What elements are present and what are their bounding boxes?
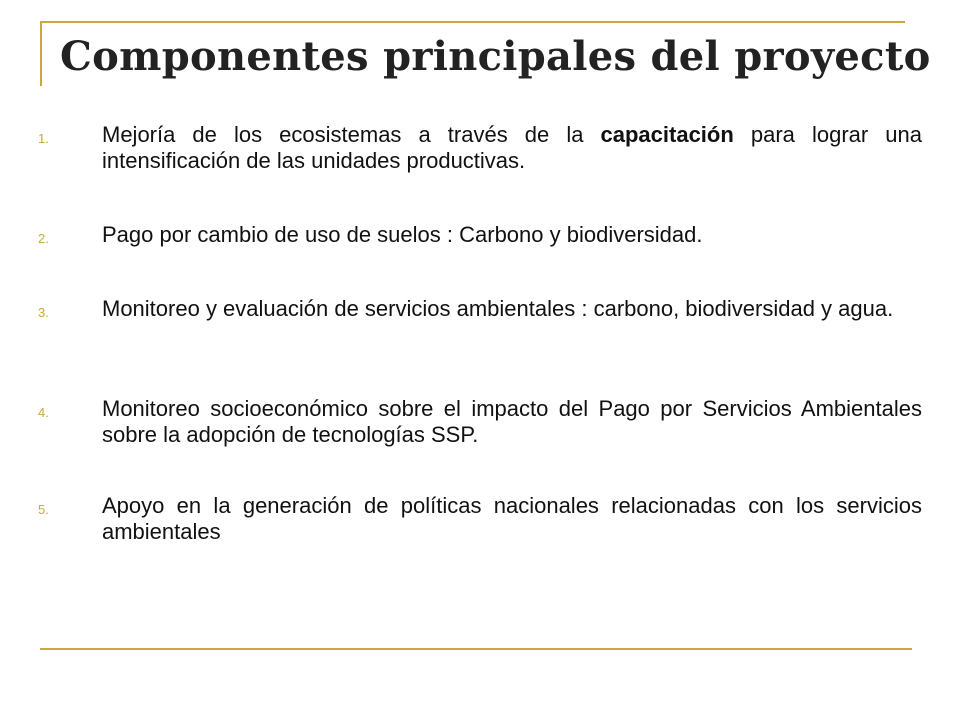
list-item-number: 1. <box>38 131 49 146</box>
list-item <box>38 493 922 545</box>
list-item <box>38 296 922 322</box>
list-item-text: Monitoreo socioeconómico sobre el impacto del Pago por Servicios Ambientales sobre la adopción de tecnologías SSP. <box>102 396 922 447</box>
list-item-text-end: para lograr una intensificación de las unidades productivas. <box>102 122 922 173</box>
list-item <box>38 396 922 448</box>
frame-bottom-rule <box>40 648 912 650</box>
list-item-number: 2. <box>38 231 49 246</box>
list-item-text: Pago por cambio de uso de suelos : Carbono y biodiversidad. <box>102 222 703 247</box>
list-item <box>38 122 922 174</box>
list-item-text <box>102 122 922 174</box>
list-item-number: 3. <box>38 305 49 320</box>
list-item-text: Monitoreo y evaluación de servicios ambientales : carbono, biodiversidad y agua. <box>102 296 894 321</box>
frame-left-rule <box>40 21 42 86</box>
list-item <box>38 222 922 248</box>
frame-top-rule <box>40 21 905 23</box>
list-item-text-start: Mejoría de los ecosistemas a través de la <box>102 122 601 147</box>
slide-title: Componentes principales del proyecto <box>60 33 931 80</box>
list-item-bold-term: capacitación <box>600 122 734 147</box>
list-item-number: 4. <box>38 405 49 420</box>
list-item-text: Apoyo en la generación de políticas nacionales relacionadas con los servicios ambientales <box>102 493 922 544</box>
list-item-number: 5. <box>38 502 49 517</box>
